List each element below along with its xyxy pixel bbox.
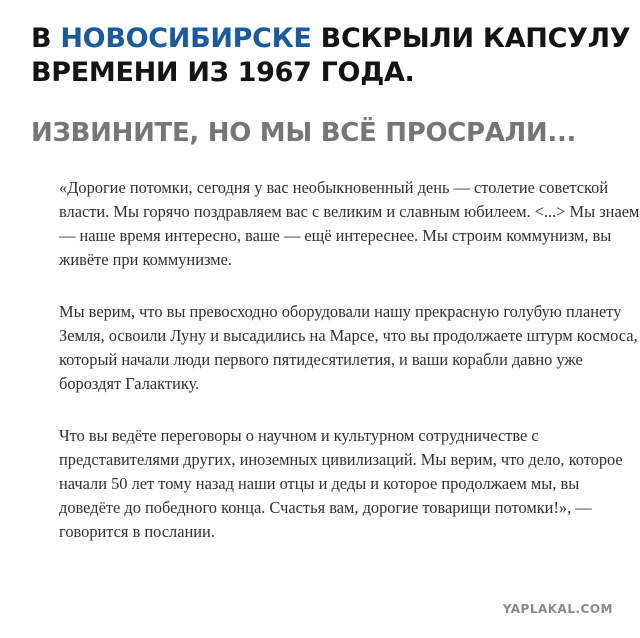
headline <box>31 22 631 90</box>
quote-line: Что вы ведёте переговоры о научном и культурном сотрудничестве с <box>59 426 539 445</box>
quote-line: говорится в послании. <box>59 522 215 541</box>
headline-prefix: В <box>31 23 61 54</box>
quote-line: Земля, освоили Луну и высадились на Марсе, что вы продолжаете штурм космоса, <box>59 326 638 345</box>
headline-line-1 <box>31 22 631 56</box>
quote-block <box>59 176 640 572</box>
site-watermark: YAPLAKAL.COM <box>502 602 613 616</box>
quote-paragraph-2 <box>59 300 638 396</box>
subheadline: ИЗВИНИТЕ, НО МЫ ВСЁ ПРОСРАЛИ... <box>31 118 577 148</box>
quote-line: доведёте до победного конца. Счастья вам, дорогие товарищи потомки!», — <box>59 498 592 517</box>
quote-line: который начали люди первого пятидесятилетия, и ваши корабли давно уже <box>59 350 583 369</box>
quote-line: бороздят Галактику. <box>59 374 200 393</box>
quote-line: «Дорогие потомки, сегодня у вас необыкновенный день — столетие советской <box>59 178 609 197</box>
quote-line: власти. Мы горячо поздравляем вас с великим и славным юбилеем. <...> Мы знаем <box>59 202 640 221</box>
quote-line: Мы верим, что вы превосходно оборудовали нашу прекрасную голубую планету <box>59 302 622 321</box>
quote-line: живёте при коммунизме. <box>59 250 232 269</box>
quote-line: начали 50 лет тому назад наши отцы и деды и которое продолжаем мы, вы <box>59 474 580 493</box>
quote-line: представителями других, иноземных цивилизаций. Мы верим, что дело, которое <box>59 450 623 469</box>
quote-paragraph-1 <box>59 176 640 272</box>
headline-city: НОВОСИБИРСКЕ <box>60 23 312 54</box>
headline-line-2: ВРЕМЕНИ ИЗ 1967 ГОДА. <box>31 57 415 88</box>
quote-paragraph-3 <box>59 424 623 544</box>
quote-line: — наше время интересно, ваше — ещё интереснее. Мы строим коммунизм, вы <box>59 226 612 245</box>
headline-suffix: ВСКРЫЛИ КАПСУЛУ <box>311 23 631 54</box>
